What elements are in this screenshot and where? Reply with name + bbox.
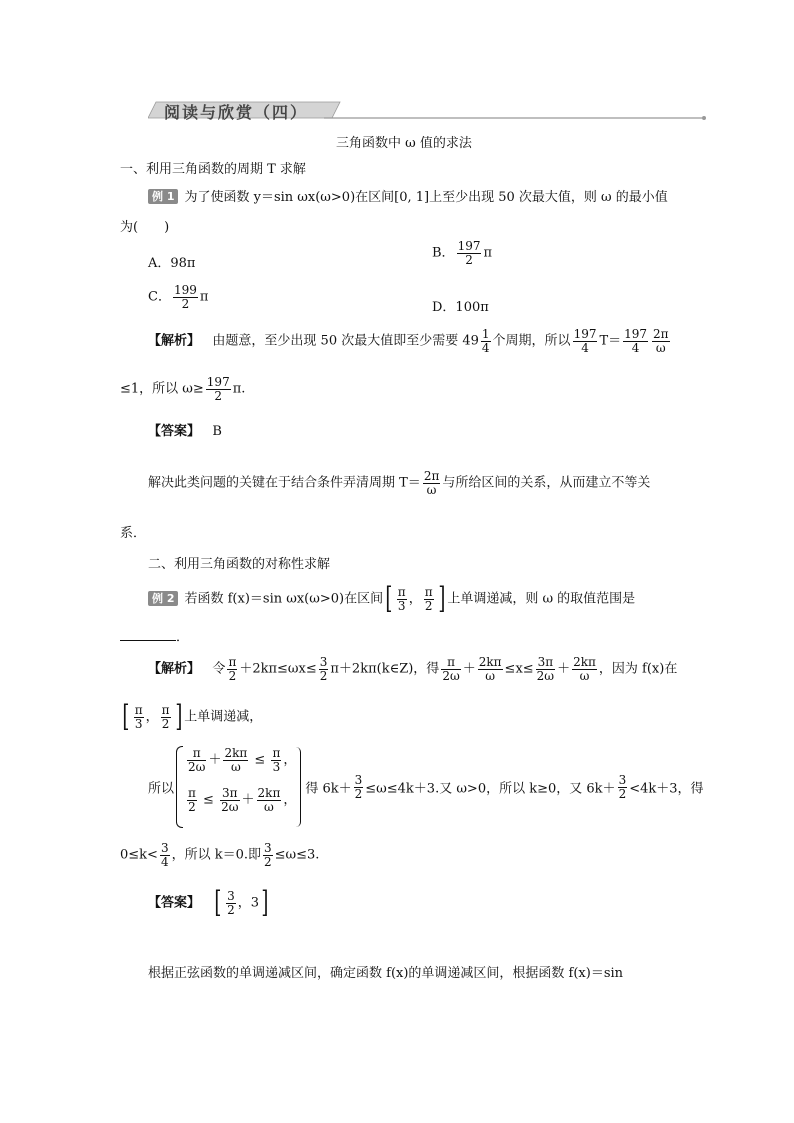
frac-den: 2ω — [188, 759, 206, 774]
summary-text-b: 与所给区间的关系，从而建立不等关 — [442, 475, 651, 491]
document-title: 三角函数中 ω 值的求法 — [336, 136, 472, 151]
example-1-line-1 — [148, 186, 668, 205]
line3-a: 得 6k＋ — [305, 781, 352, 797]
line1-e: ，因为 f(x)在 — [598, 661, 678, 677]
frac-den: 2 — [354, 786, 363, 801]
analysis-label: 【解析】 — [148, 333, 201, 349]
frac-den: 2 — [161, 716, 170, 731]
option-b-prefix: B． — [432, 245, 455, 261]
left-bracket: [ — [214, 885, 222, 920]
example-2-line-2 — [120, 626, 189, 645]
frac-num: 197 — [457, 239, 481, 253]
fraction-pi-2 — [227, 656, 237, 682]
frac-num: π — [161, 702, 170, 717]
right-bracket: ] — [261, 885, 269, 920]
fraction-2kpi-omega — [223, 747, 248, 773]
fraction-3pi-2omega — [536, 656, 555, 682]
fraction-pi-2 — [424, 586, 434, 612]
frac-num: π — [187, 747, 206, 761]
example-1-tag: 例 1 — [148, 189, 178, 204]
frac-num: 3 — [354, 772, 363, 787]
plus: ＋ — [557, 661, 571, 677]
system-right-paren — [296, 747, 301, 827]
row1-end: ， — [283, 752, 297, 768]
frac-num: π — [188, 786, 196, 800]
frac-num: 2kπ — [257, 786, 281, 800]
frac-den: 2ω — [536, 668, 555, 683]
frac-den: 3 — [397, 598, 406, 613]
summary-1-line-1 — [148, 470, 650, 496]
frac-num: 2π — [653, 327, 669, 341]
frac-den: 2 — [227, 902, 235, 917]
frac-num: 3 — [618, 772, 627, 787]
frac-den: 2 — [214, 388, 223, 403]
fraction-3-2 — [319, 656, 329, 682]
frac-den: 2 — [188, 799, 196, 814]
analysis-text-a: 由题意，至少出现 50 次最大值即至少需要 49 — [212, 333, 479, 349]
pi: π — [483, 245, 493, 261]
fraction-3-4 — [160, 842, 170, 868]
le: ≤ — [203, 792, 214, 808]
line1-c: π＋2kπ(k∈Z)，得 — [330, 661, 440, 677]
answer-value: B — [212, 424, 222, 439]
line2-text: 上单调递减， — [184, 709, 263, 725]
fraction-pi-2omega — [441, 656, 460, 682]
frac-den: ω — [485, 668, 496, 683]
frac-den: 4 — [481, 340, 490, 355]
fraction-pi-3 — [134, 704, 144, 730]
frac-num: 197 — [206, 375, 230, 389]
frac-num: 2π — [423, 469, 440, 483]
option-c — [148, 284, 208, 310]
frac-num: π — [272, 746, 281, 760]
frac-den: 2ω — [442, 668, 460, 683]
example-1-line-2: 为( ) — [120, 220, 170, 235]
line4-c: ≤ω≤3. — [274, 847, 320, 863]
fraction-2pi-omega — [652, 328, 670, 354]
fraction-197-4 — [573, 328, 598, 354]
frac-den: ω — [579, 668, 590, 683]
banner-title: 阅读与欣赏（四） — [164, 103, 309, 122]
frac-den: 3 — [134, 716, 143, 731]
line4-a: 0≤k< — [120, 847, 158, 863]
frac-num: 3π — [537, 655, 554, 669]
suoyi: 所以 — [148, 781, 175, 797]
system-row-1 — [185, 747, 296, 787]
example-2-tag: 例 2 — [148, 591, 178, 606]
line3-b: ≤ω≤4k＋3.又 ω>0，所以 k≥0，又 6k＋ — [365, 781, 616, 797]
summary-1-line-2: 系． — [120, 526, 147, 541]
frac-den: ω — [655, 340, 666, 355]
frac-den: 2 — [465, 252, 473, 267]
answer-2 — [148, 885, 271, 920]
fraction-pi-2omega — [187, 747, 206, 773]
system-brace — [176, 746, 183, 828]
summary-2: 根据正弦函数的单调递减区间，确定函数 f(x)的单调递减区间，根据函数 f(x)＝sin — [148, 966, 624, 981]
system-rows — [185, 747, 296, 827]
frac-num: 2kπ — [478, 655, 502, 669]
frac-num: 3 — [227, 888, 235, 903]
frac-den: 3 — [272, 759, 281, 774]
example-2-text-a: 若函数 f(x)＝sin ωx(ω>0)在区间 — [184, 591, 384, 607]
frac-num: 3 — [264, 841, 272, 855]
frac-num: π — [424, 584, 433, 599]
frac-den: 2ω — [221, 799, 239, 814]
frac-num: 1 — [481, 327, 490, 341]
analysis-text-b: 个周期，所以 — [492, 333, 571, 349]
analysis-2-line-4 — [120, 842, 319, 868]
answer-1 — [148, 420, 222, 439]
frac-den: ω — [264, 799, 274, 814]
frac-num: 3 — [319, 655, 328, 669]
fraction-3-2 — [354, 774, 364, 800]
fraction-1-4 — [481, 328, 491, 354]
fraction-197-2 — [206, 376, 231, 402]
frac-num: 197 — [573, 327, 597, 341]
example-2-text-b: 上单调递减，则 ω 的取值范围是 — [447, 591, 636, 607]
row2-end: ， — [283, 792, 297, 808]
analysis-2-line-1 — [148, 656, 677, 682]
analysis-text-c: T＝ — [599, 333, 622, 349]
frac-num: 199 — [173, 283, 197, 297]
frac-num: 3π — [222, 786, 238, 800]
fraction-3-2 — [226, 890, 236, 916]
fraction-2kpi-omega — [257, 787, 282, 813]
right-bracket: ] — [174, 699, 182, 734]
fraction-197-4-b — [623, 328, 648, 354]
frac-den: 2 — [618, 786, 627, 801]
analysis-line2-a: ≤1，所以 ω≥ — [120, 381, 204, 397]
frac-den: ω — [230, 759, 241, 774]
frac-num: 3 — [160, 841, 169, 855]
comma: ， — [145, 709, 159, 725]
section-2-heading: 二、利用三角函数的对称性求解 — [148, 557, 331, 572]
left-bracket: [ — [122, 699, 130, 734]
answer-blank — [120, 630, 176, 641]
fraction-2kpi-omega — [478, 656, 503, 682]
summary-text-a: 解决此类问题的关键在于结合条件弄清周期 T＝ — [148, 475, 421, 491]
frac-num: π — [441, 656, 460, 670]
fraction-pi-2 — [161, 704, 171, 730]
analysis-2-line-2 — [120, 699, 263, 734]
frac-num: π — [228, 655, 237, 669]
frac-den: 2 — [181, 296, 190, 311]
analysis-label: 【解析】 — [148, 661, 201, 677]
line4-b: ，所以 k＝0.即 — [171, 847, 261, 863]
option-c-prefix: C． — [148, 289, 171, 305]
fraction-pi-2 — [187, 787, 197, 813]
line1-b: ＋2kπ≤ωx≤ — [239, 661, 317, 677]
le: ≤ — [254, 752, 266, 768]
frac-den: 2 — [424, 598, 433, 613]
example-2-line-1 — [148, 581, 636, 616]
fraction-pi-3 — [271, 747, 281, 773]
line1-a: 令 — [212, 661, 226, 677]
section-1-heading: 一、利用三角函数的周期 T 求解 — [120, 162, 306, 177]
frac-den: 2 — [264, 854, 272, 869]
plus: ＋ — [462, 661, 476, 677]
answer-tail: ，3 — [237, 895, 260, 911]
frac-num: 2kπ — [573, 655, 596, 669]
analysis-line2-b: π. — [232, 381, 246, 397]
option-d: D．100π — [432, 300, 489, 315]
frac-num: 197 — [624, 327, 648, 341]
option-c-fraction — [173, 284, 198, 310]
banner — [148, 100, 708, 120]
left-bracket: [ — [385, 581, 393, 616]
option-b-fraction — [457, 240, 482, 266]
answer-label: 【答案】 — [148, 895, 201, 911]
example-1-text-a: 为了使函数 y＝sin ωx(ω>0)在区间[0, 1]上至少出现 50 次最大值，则 ω 的最小值 — [184, 190, 668, 205]
fraction-3-2-b — [618, 774, 628, 800]
inequality-system — [148, 746, 704, 828]
line1-d: ≤x≤ — [504, 661, 534, 677]
fraction-2pi-omega-summary — [423, 470, 441, 496]
comma: ， — [408, 591, 422, 607]
frac-num: π — [397, 584, 406, 599]
plus: ＋ — [241, 792, 255, 808]
example-2-end: ． — [176, 630, 190, 645]
frac-den: 4 — [581, 340, 589, 355]
frac-den: 2 — [319, 668, 328, 683]
fraction-3-2 — [263, 842, 273, 868]
analysis-1-line-2 — [120, 376, 245, 402]
plus: ＋ — [208, 752, 222, 768]
fraction-3pi-2omega — [220, 787, 239, 813]
answer-label: 【答案】 — [148, 424, 201, 439]
line3-c: <4k＋3，得 — [629, 781, 704, 797]
system-row-2 — [185, 787, 296, 827]
frac-num: 2kπ — [224, 746, 248, 760]
pi: π — [199, 289, 209, 305]
analysis-1-line-1 — [148, 328, 672, 354]
fraction-pi-3 — [397, 586, 407, 612]
option-b — [432, 240, 492, 266]
frac-den: 4 — [631, 340, 640, 355]
frac-den: 2 — [228, 668, 237, 683]
frac-den: ω — [426, 482, 437, 497]
fraction-2kpi-omega-b — [572, 656, 597, 682]
right-bracket: ] — [437, 581, 445, 616]
option-a: A．98π — [148, 256, 196, 271]
frac-den: 4 — [160, 854, 169, 869]
frac-num: π — [134, 702, 143, 717]
